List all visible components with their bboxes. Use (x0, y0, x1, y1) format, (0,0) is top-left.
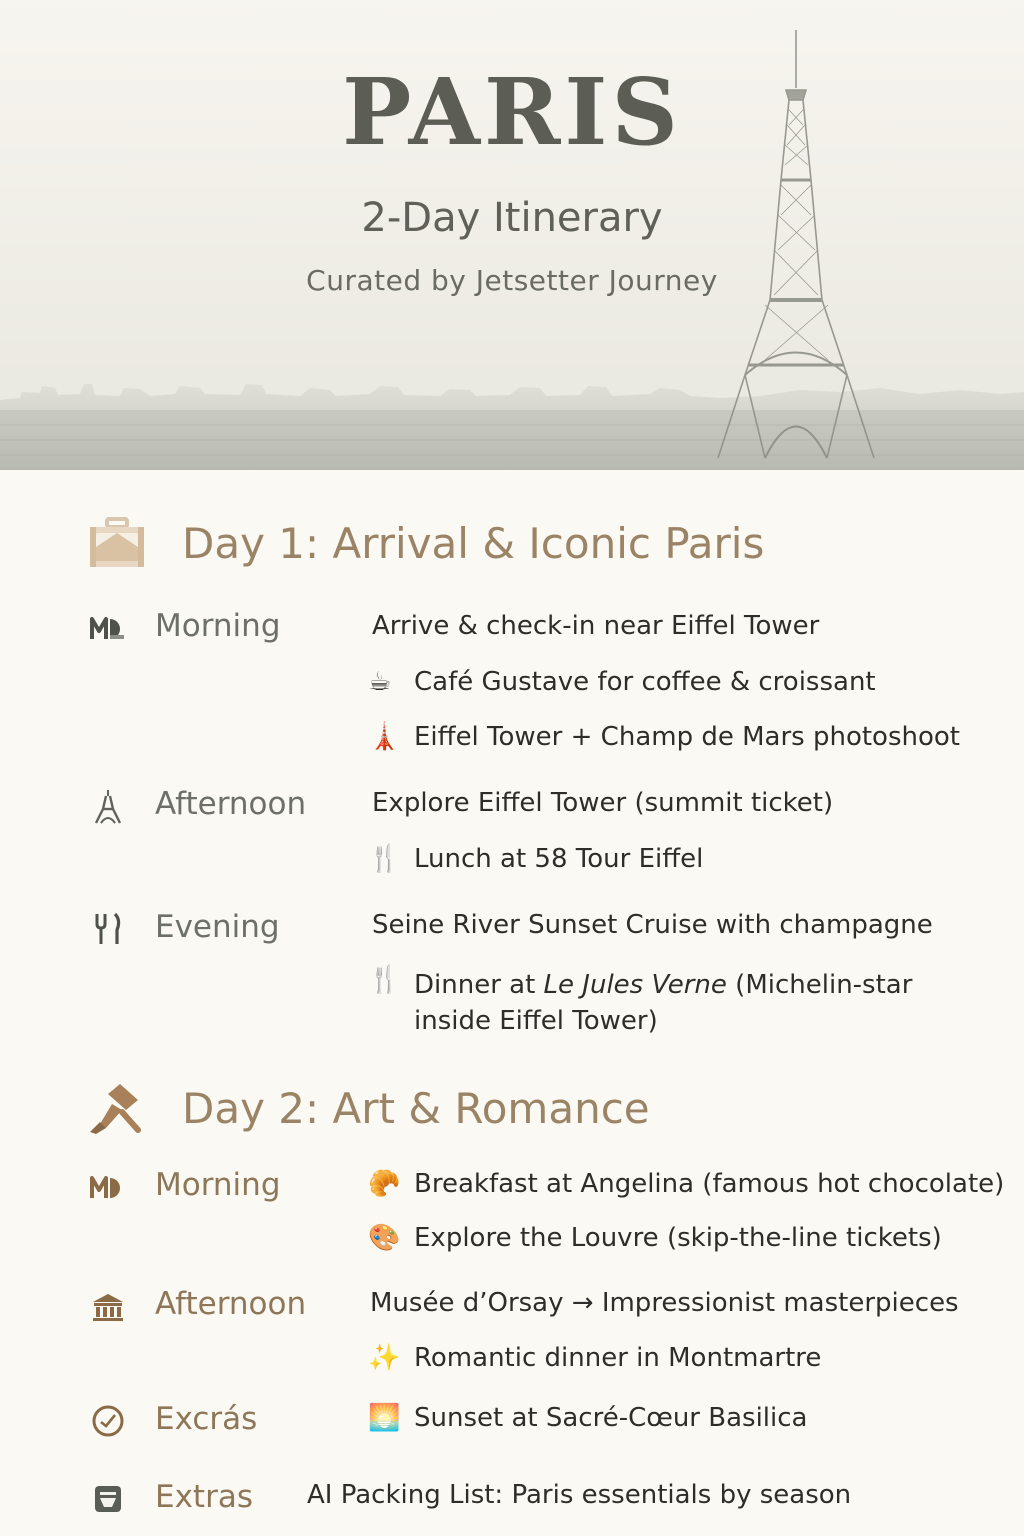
activity-text: Café Gustave for coffee & croissant (414, 667, 876, 697)
museum-icon (90, 1289, 126, 1325)
fork-knife-icon: 🍴 (368, 844, 401, 874)
activity-text: Breakfast at Angelina (famous hot chocolate) (414, 1169, 1005, 1199)
basket-icon (90, 1481, 126, 1517)
activity-text: Sunset at Sacré-Cœur Basilica (414, 1403, 808, 1433)
activity-day1-afternoon-1 (368, 846, 703, 872)
slot-label-day1-evening: Evening (155, 909, 280, 945)
activity-day1-morning-1 (368, 669, 876, 695)
day-1-header (84, 513, 764, 573)
hero-banner (0, 0, 1024, 470)
slot-label-day2-morning: Morning (155, 1167, 281, 1203)
sunset-icon: 🌅 (368, 1403, 401, 1433)
activity-day2-morning-2 (368, 1225, 942, 1251)
activity-day1-evening-1 (368, 967, 984, 1040)
activity-day1-evening-main: Seine River Sunset Cruise with champagne (372, 910, 933, 940)
activity-day2-afternoon-main: Musée d’Orsay → Impressionist masterpieces (370, 1288, 959, 1318)
activity-day1-morning-2 (368, 724, 960, 750)
activity-text: Romantic dinner in Montmartre (414, 1343, 822, 1373)
day-2-title: Day 2: Art & Romance (182, 1083, 650, 1133)
activity-text: Dinner at Le Jules Verne (Michelin-star inside Eiffel Tower) (414, 970, 913, 1037)
slot-label-day2-extras: Extras (155, 1479, 253, 1515)
activity-day2-extras-main: AI Packing List: Paris essentials by season (307, 1480, 852, 1510)
slot-label-day1-afternoon: Afternoon (155, 786, 307, 822)
sun-half-icon (90, 611, 126, 647)
slot-label-day2-excursion: Excrás (155, 1401, 258, 1437)
activity-day1-afternoon-main: Explore Eiffel Tower (summit ticket) (372, 788, 834, 818)
restaurant-name: Le Jules Verne (543, 970, 727, 1000)
eiffel-tower-icon (90, 789, 126, 825)
activity-day1-morning-main: Arrive & check-in near Eiffel Tower (372, 611, 820, 641)
sparkles-icon: ✨ (368, 1343, 401, 1373)
clock-icon (90, 1403, 126, 1439)
activity-day2-morning-1 (368, 1171, 1004, 1197)
fork-knife-icon: 🍴 (368, 965, 401, 995)
activity-text: Lunch at 58 Tour Eiffel (414, 844, 704, 874)
activity-day2-excursion-1 (368, 1405, 807, 1431)
day-2-header (84, 1078, 650, 1138)
day-1-title: Day 1: Arrival & Iconic Paris (182, 518, 765, 568)
eiffel-brush-icon (84, 1080, 150, 1136)
activity-text: Eiffel Tower + Champ de Mars photoshoot (414, 722, 960, 752)
palette-icon: 🎨 (368, 1223, 401, 1253)
slot-label-day2-afternoon: Afternoon (155, 1286, 307, 1322)
croissant-icon: 🥐 (368, 1169, 401, 1199)
tower-icon: 🗼 (368, 722, 401, 752)
page-subtitle: 2-Day Itinerary (361, 195, 663, 241)
sun-half-icon (90, 1170, 126, 1206)
suitcase-icon (84, 515, 150, 571)
page-title: PARIS (342, 58, 682, 166)
curator-credit: Curated by Jetsetter Journey (306, 264, 718, 297)
coffee-icon: ☕ (368, 667, 392, 697)
activity-day2-afternoon-1 (368, 1345, 821, 1371)
fork-knife-icon (90, 911, 126, 947)
activity-text: Explore the Louvre (skip-the-line tickets) (414, 1223, 942, 1253)
slot-label-day1-morning: Morning (155, 608, 281, 644)
